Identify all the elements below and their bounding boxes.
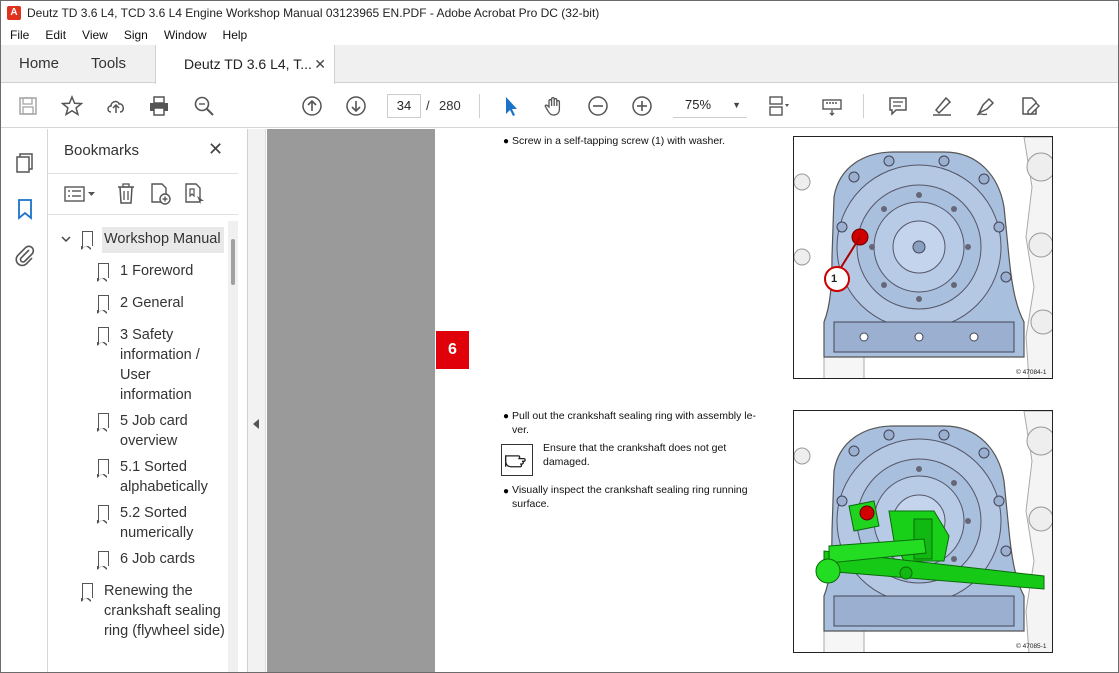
figure-screw-installation bbox=[793, 136, 1053, 379]
bookmark-label: 5.2 Sorted numerically bbox=[120, 505, 194, 541]
page-fit-icon[interactable] bbox=[765, 93, 791, 119]
note-text-line-2: damaged. bbox=[543, 456, 590, 468]
tab-home[interactable]: Home bbox=[19, 55, 60, 72]
menu-view[interactable]: View bbox=[82, 28, 108, 42]
figure-1-id: © 47084-1 bbox=[1016, 369, 1047, 376]
save-icon[interactable] bbox=[15, 93, 41, 119]
menu-help[interactable]: Help bbox=[222, 28, 248, 42]
previous-page-icon[interactable] bbox=[299, 93, 325, 119]
bookmark-general[interactable] bbox=[120, 293, 224, 313]
zoom-level-select[interactable] bbox=[673, 94, 747, 118]
hand-tool-icon[interactable] bbox=[541, 93, 567, 119]
page-number-input[interactable]: 34 bbox=[387, 94, 421, 118]
comment-icon[interactable] bbox=[885, 93, 911, 119]
next-page-icon[interactable] bbox=[343, 93, 369, 119]
bookmark-icon bbox=[98, 551, 109, 566]
keyboard-icon[interactable] bbox=[819, 93, 845, 119]
toolbar-divider-2 bbox=[863, 94, 864, 118]
zoom-search-icon[interactable] bbox=[191, 93, 217, 119]
bookmark-safety-information[interactable] bbox=[120, 325, 220, 405]
page-thumbnails-icon[interactable] bbox=[13, 151, 37, 175]
bookmarks-header: Bookmarks bbox=[64, 142, 140, 159]
bookmark-label: 1 Foreword bbox=[120, 263, 194, 279]
step-2-text-line-2: ver. bbox=[512, 424, 529, 436]
bookmark-icon bbox=[98, 505, 109, 520]
page-separator: / bbox=[426, 98, 430, 113]
bullet: ● bbox=[503, 136, 510, 147]
toolbar-divider bbox=[479, 94, 480, 118]
bookmark-icon bbox=[98, 295, 109, 310]
collapse-arrow-icon[interactable] bbox=[253, 419, 259, 429]
print-icon[interactable] bbox=[146, 93, 172, 119]
step-3-text-line-1: Visually inspect the crankshaft sealing ring running bbox=[512, 484, 748, 496]
bookmark-job-cards[interactable] bbox=[120, 549, 224, 569]
attachments-paperclip-icon[interactable] bbox=[13, 243, 37, 267]
panel-collapse-bar[interactable] bbox=[248, 129, 266, 673]
bookmark-icon bbox=[98, 413, 109, 428]
window-title: Deutz TD 3.6 L4, TCD 3.6 L4 Engine Workshop Manual 03123965 EN.PDF - Adobe Acrobat Pro DC (32-bit) bbox=[27, 6, 600, 20]
bookmark-label: 5 Job card overview bbox=[120, 413, 188, 449]
figure-sealing-ring-removal bbox=[793, 410, 1053, 653]
close-panel-icon[interactable]: ✕ bbox=[208, 139, 224, 159]
bookmark-job-card-overview[interactable] bbox=[120, 411, 220, 451]
bookmark-workshop-manual[interactable] bbox=[104, 229, 221, 249]
bullet: ● bbox=[503, 411, 510, 422]
tab-bar bbox=[1, 45, 1118, 83]
scrollbar-thumb[interactable] bbox=[231, 239, 235, 285]
bookmark-renewing-crankshaft-sealing-ring[interactable] bbox=[104, 581, 226, 641]
expand-bookmark-icon[interactable] bbox=[182, 182, 206, 206]
bookmarks-icon[interactable] bbox=[13, 197, 37, 221]
bookmark-icon bbox=[98, 327, 109, 342]
chevron-down-icon: ▼ bbox=[732, 100, 741, 110]
bookmarks-scrollbar[interactable] bbox=[228, 221, 238, 673]
bookmark-label: 2 General bbox=[120, 295, 184, 311]
note-text-line-1: Ensure that the crankshaft does not get bbox=[543, 442, 727, 454]
bookmark-next-partial[interactable] bbox=[104, 665, 226, 673]
acrobat-app-icon: A bbox=[7, 6, 21, 20]
bookmark-label: Renewing the crankshaft sealing ring (flywheel side) bbox=[104, 583, 225, 639]
bookmark-label: 6 Job cards bbox=[120, 551, 195, 567]
left-navigation-rail bbox=[1, 129, 48, 673]
note-hand-icon bbox=[501, 444, 533, 476]
chapter-tab-marker: 6 bbox=[436, 331, 469, 369]
bookmarks-list bbox=[48, 221, 228, 673]
star-icon[interactable] bbox=[59, 93, 85, 119]
bookmark-sorted-alphabetically[interactable] bbox=[120, 457, 224, 497]
bookmark-label: 5.1 Sorted alphabetically bbox=[120, 459, 208, 495]
zoom-in-icon[interactable] bbox=[629, 93, 655, 119]
total-pages: 280 bbox=[439, 98, 461, 113]
bullet: ● bbox=[503, 486, 510, 497]
bookmarks-panel bbox=[48, 129, 248, 673]
delete-bookmark-icon[interactable] bbox=[114, 182, 138, 206]
menu-sign[interactable]: Sign bbox=[123, 28, 148, 42]
bookmarks-toolbar bbox=[48, 173, 238, 215]
zoom-out-icon[interactable] bbox=[585, 93, 611, 119]
tab-document-label: Deutz TD 3.6 L4, T... bbox=[184, 56, 312, 72]
bookmark-sorted-numerically[interactable] bbox=[120, 503, 220, 543]
bookmark-icon bbox=[82, 231, 93, 246]
tab-close-icon[interactable]: ✕ bbox=[314, 56, 326, 72]
bookmark-foreword[interactable] bbox=[120, 261, 224, 281]
menu-edit[interactable]: Edit bbox=[45, 28, 67, 42]
step-1-text: Screw in a self-tapping screw (1) with washer. bbox=[512, 135, 725, 147]
figure-callout-1: 1 bbox=[831, 273, 838, 285]
bookmark-label: 3 Safety information / User information bbox=[120, 327, 200, 403]
tab-document[interactable] bbox=[155, 45, 335, 84]
new-bookmark-icon[interactable] bbox=[148, 182, 172, 206]
upload-cloud-icon[interactable] bbox=[103, 93, 129, 119]
step-2-text-line-1: Pull out the crankshaft sealing ring with assembly le- bbox=[512, 410, 756, 422]
main-toolbar bbox=[1, 84, 1118, 128]
title-bar bbox=[1, 1, 1118, 25]
bookmark-label: Workshop Manual bbox=[104, 231, 221, 247]
highlight-pen-icon[interactable] bbox=[929, 93, 955, 119]
edit-pdf-icon[interactable] bbox=[1017, 93, 1043, 119]
bookmark-options-icon[interactable] bbox=[64, 182, 88, 206]
sign-pen-icon[interactable] bbox=[973, 93, 999, 119]
menu-file[interactable]: File bbox=[10, 28, 30, 42]
bookmark-icon bbox=[98, 459, 109, 474]
menu-window[interactable]: Window bbox=[163, 28, 207, 42]
bookmark-icon bbox=[98, 263, 109, 278]
zoom-level-value: 75% bbox=[685, 97, 712, 112]
step-3-text-line-2: surface. bbox=[512, 498, 550, 510]
chevron-down-icon[interactable] bbox=[61, 231, 71, 241]
figure-2-id: © 47085-1 bbox=[1016, 643, 1047, 650]
bookmark-icon bbox=[82, 583, 93, 598]
select-cursor-icon[interactable] bbox=[498, 93, 524, 119]
menu-bar bbox=[1, 25, 1118, 45]
tab-tools[interactable]: Tools bbox=[91, 55, 127, 72]
